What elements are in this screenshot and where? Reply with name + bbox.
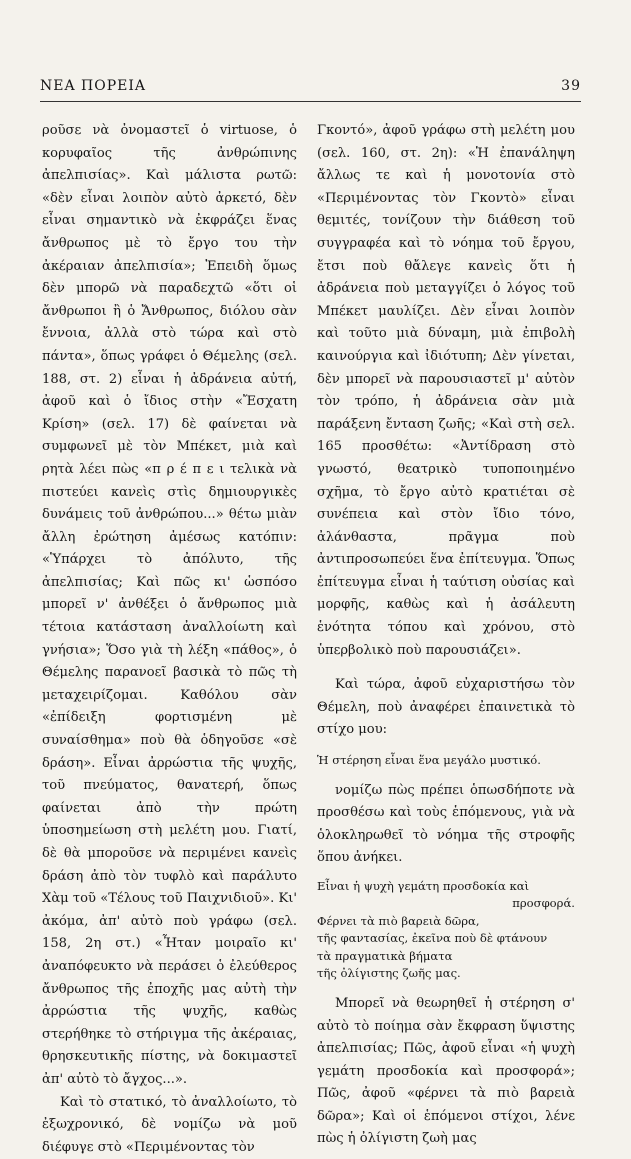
left-paragraph-2: Καὶ τὸ στατικό, τὸ ἀναλλοίωτο, τὸ ἐξωχρονικό, δὲ νομίζω νὰ μοῦ διέφυγε στὸ «Περιμένοντας τὸν bbox=[42, 1094, 297, 1155]
journal-title: ΝΕΑ ΠΟΡΕΙΑ bbox=[40, 78, 146, 94]
right-column bbox=[317, 120, 575, 1151]
header-rule bbox=[40, 101, 581, 102]
right-paragraph-4: Μπορεῖ νὰ θεωρηθεῖ ἡ στέρηση σ' αὐτὸ τὸ ποίημα σὰν ἔκφραση ὕψιστης ἀπελπισίας; Πῶς, ἀφοῦ εἶναι «ἡ ψυχὴ γεμάτη προσδοκία καὶ προσφορά»; Πῶς, ἀφοῦ «φέρνει τὰ πιὸ βαρειὰ δῶρα»; Καὶ οἱ ἑπόμενοι στίχοι, λένε πὼς ἡ ὀλίγιστη ζωὴ μας bbox=[317, 995, 575, 1147]
right-paragraph-3: νομίζω πὼς πρέπει ὁπωσδήποτε νὰ προσθέσω καὶ τοὺς ἑπόμενους, γιὰ νὰ ὁλοκληρωθεῖ τὸ νόημα τῆς στροφῆς ὅπου ἀνήκει. bbox=[317, 782, 575, 866]
poem-line-4: τῆς φαντασίας, ἐκεῖνα ποὺ δὲ φτάνουν bbox=[317, 931, 548, 946]
poem-line-2: προσφορά. bbox=[512, 896, 575, 911]
running-header bbox=[40, 78, 581, 94]
poem-line-3: Φέρνει τὰ πιὸ βαρειὰ δῶρα, bbox=[317, 913, 480, 928]
right-paragraph-1: Γκοντό», ἀφοῦ γράφω στὴ μελέτη μου (σελ. 160, στ. 2η): «Ἡ ἐπανάληψη ἄλλως τε καὶ ἡ μονοτονία στὸ «Περιμένοντας τὸν Γκοντὸ» εἶναι θεμιτές, τονίζουν τὴν διάθεση τοῦ συγγραφέα καὶ τὸ νόημα τοῦ ἔργου, ἔτσι ποὺ θἄλεγε κανεὶς ὅτι ἡ ἀδράνεια ποὺ μεταγγίζει ὁ λόγος τοῦ Μπέκετ μαυλίζει. Δὲν εἶναι λοιπὸν καὶ τοῦτο μιὰ δύναμη, μιὰ ἐπιβολὴ καινούργια καὶ ἰδιότυπη; Δὲν γίνεται, δὲν μπορεῖ νὰ παρουσιαστεῖ μ' αὐτὸν τὸν τρόπο, ἡ ἀδράνεια σὰν μιὰ παράξενη ἔνταση ζωῆς; «Καὶ στὴ σελ. 165 προσθέτω: «Ἀντίδραση στὸ γνωστό, θεατρικὸ τυποποιημένο σχῆμα, τὸ ἔργο αὐτὸ κρατιέται σὲ συνέπεια καὶ στὸν ἴδιο τόνο, ἀλάνθαστα, πρᾶγμα ποὺ ἀντιπροσωπεύει ἕνα ἐπίτευγμα. Ὅπως ἐπίτευγμα εἶναι ἡ ταύτιση οὐσίας καὶ μορφῆς, καθὼς καὶ ἡ ἀσάλευτη ἑνότητα τόπου καὶ χρόνου, στὸ ὑπερβολικὸ ποὺ παρουσιάζει». bbox=[317, 123, 575, 658]
poem-line-6: τῆς ὀλίγιστης ζωῆς μας. bbox=[317, 966, 461, 981]
poem-stanza bbox=[317, 878, 575, 983]
right-paragraph-2: Καὶ τώρα, ἀφοῦ εὐχαριστήσω τὸν Θέμελη, ποὺ ἀναφέρει ἐπαινετικὰ τὸ στίχο μου: bbox=[317, 677, 575, 738]
left-column bbox=[42, 120, 297, 1159]
left-paragraph-1: ροῦσε νὰ ὀνομαστεῖ ὁ virtuose, ὁ κορυφαῖος τῆς ἀνθρώπινης ἀπελπισίας». Καὶ μάλιστα ρωτῶ: «δὲν εἶναι λοιπὸν αὐτὸ ἀρκετό, δὲν εἶναι σημαντικὸ νὰ ἐκφράζει ἕνας ἄνθρωπος μὲ τὸ ἔργο του τὴν ἀκέραιαν ἀπελπισία»; Ἐπειδὴ ὅμως δὲν μπορῶ νὰ παραδεχτῶ «ὅτι οἱ ἄνθρωποι ἢ ὁ Ἄνθρωπος, διόλου σὰν ἔννοια, ἀλλὰ στὸ τώρα καὶ στὸ πάντα», ὅπως γράφει ὁ Θέμελης (σελ. 188, στ. 2) εἶναι ἡ ἀδράνεια αὐτή, ἀφοῦ καὶ ὁ ἴδιος στὴν «Ἔσχατη Κρίση» (σελ. 17) δὲ φαίνεται νὰ συμφωνεῖ μὲ τὸν Μπέκετ, μιὰ καὶ ρητὰ λέει πὼς «π ρ έ π ε ι τελικὰ νὰ πιστεύει κανεὶς στὶς δημιουργικὲς δυνάμεις τοῦ ἀνθρώπου...» θέτω μιὰν ἄλλη ἐρώτηση ἀμέσως κατόπιν: «Ὑπάρχει τὸ ἀπόλυτο, τῆς ἀπελπισίας; Καὶ πῶς κι' ὡσπόσο μπορεῖ ν' ἀνθέξει ὁ ἄνθρωπος μιὰ τέτοια κατάσταση ἀναλλοίωτη καὶ γνήσια»; Ὅσο γιὰ τὴ λέξη «πάθος», ὁ Θέμελης παρανοεῖ βασικὰ τὸ πῶς τὴ μεταχειρίζομαι. Καθόλου σὰν «ἐπίδειξη φορτισμένη μὲ συναίσθημα» ποὺ θὰ ὁδηγοῦσε «σὲ δράση». Εἶναι ἀρρώστια τῆς ψυχῆς, τοῦ πνεύματος, θανατερή, ὅπως φαίνεται ἀπὸ τὴν πρώτη ὑποσημείωση στὴ μελέτη μου. Γιατί, δὲ θὰ μποροῦσε νὰ περιμένει κανεὶς δράση ἀπὸ τὸν τυφλὸ καὶ παράλυτο Χὰμ τοῦ «Τέλους τοῦ Παιχνιδιοῦ». Κι' ἀκόμα, ἀπ' αὐτὸ ποὺ γράφω (σελ. 158, 2η στ.) «Ἦταν μοιραῖο κι' ἀναπόφευκτο νὰ περάσει ὁ ἐλεύθερος ἄνθρωπος τῆς ἐποχῆς μας αὐτὴ τὴν ἀρρώστια τῆς ψυχῆς, καθὼς στερήθηκε τὸ στήριγμα τῆς ἀκέραιας, θρησκευτικῆς πίστης, νὰ δοκιμαστεῖ ἀπ' αὐτὸ τὸ ἄγχος...». bbox=[42, 123, 297, 1087]
poem-line-5: τὰ πραγματικὰ βήματα bbox=[317, 948, 453, 963]
quoted-verse: Ἡ στέρηση εἶναι ἕνα μεγάλο μυστικό. bbox=[317, 753, 541, 768]
poem-line-1: Εἶναι ἡ ψυχὴ γεμάτη προσδοκία καὶ bbox=[317, 878, 530, 893]
page-number: 39 bbox=[561, 78, 581, 94]
